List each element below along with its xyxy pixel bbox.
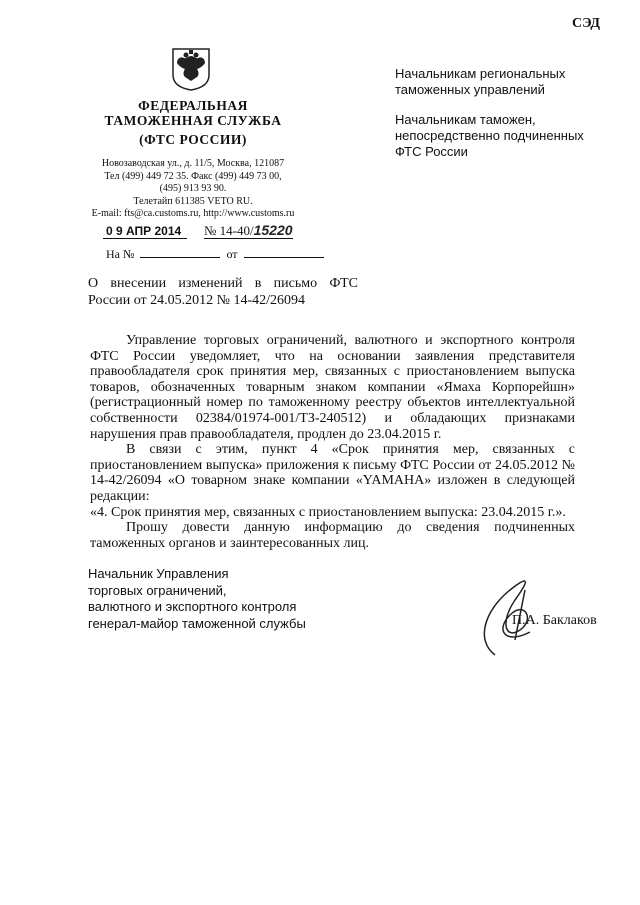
address-line: (495) 913 93 90. [159,183,227,194]
org-line: (ФТС РОССИИ) [139,132,247,147]
body-paragraph: Управление торговых ограничений, валютного и экспортного контроля ФТС России уведомляет, что на основании заявления представителя правообладателя срок принятия мер, связанных с приостановлением выпуска товаров, обозначенных товарным знаком компании «Ямаха Корпорейшн» (регистрационный номер по таможенному реестру объектов интеллектуальной собственности 02384/01974-001/ТЗ-240512) и обладающих признаками нарушения прав правообладателя, продлен до 23.04.2015 г. [90,333,575,442]
body-paragraph: В связи с этим, пункт 4 «Срок принятия мер, связанных с приостановлением выпуска» приложения к письму ФТС России от 24.05.2012 № 14-42/26094 «О товарном знаке компании «YAMAHA» изложен в следующей редакции: [90,442,575,504]
contact-address [88,158,298,221]
title-line: торговых ограничений, [88,582,227,598]
title-line: валютного и экспортного контроля [88,599,297,614]
signatory-title [88,566,306,632]
number-prefix: № 14-40/ [204,223,254,238]
title-line: генерал-майор таможенной службы [88,615,306,631]
address-line: Телетайп 611385 VETO RU. [133,195,253,207]
blank-line [140,257,220,258]
recipient-line: Начальникам таможен, [395,112,536,127]
ref-label: На № [106,247,135,261]
recipients [395,66,584,160]
letter-body [90,333,575,551]
sed-mark: СЭД [572,16,601,31]
org-line: ФЕДЕРАЛЬНАЯ [138,98,248,113]
blank-line [244,257,324,258]
recipient-group [395,66,584,98]
signatory-name: П.А. Баклаков [512,613,597,628]
handwritten-number: 15220 [253,222,293,238]
body-paragraph: «4. Срок принятия мер, связанных с приостановлением выпуска: 23.04.2015 г.». [90,504,566,520]
recipient-line: Начальникам региональных [395,66,566,81]
recipient-line: непосредственно подчиненных [395,128,584,143]
letter-subject: О внесении изменений в письмо ФТС России от 24.05.2012 № 14-42/26094 [88,276,358,308]
recipient-group [395,112,584,160]
address-line: E-mail: fts@ca.customs.ru, http://www.customs.ru [91,208,295,219]
recipient-line: ФТС России [395,144,468,159]
reference-line [106,247,330,262]
title-line: Начальник Управления [88,566,229,581]
body-paragraph: Прошу довести данную информацию до сведения подчиненных таможенных органов и заинтересованных лиц. [90,520,575,551]
document-number [204,222,293,239]
address-line: Тел (499) 449 72 35. Факс (499) 449 73 00, [104,170,282,182]
russian-coat-of-arms-emblem [170,46,212,92]
ref-from-label: от [226,247,238,261]
address-line: Новозаводская ул., д. 11/5, Москва, 121087 [101,158,285,169]
org-line: ТАМОЖЕННАЯ СЛУЖБА [104,113,282,128]
recipient-line: таможенных управлений [395,82,545,97]
document-date-stamp: 0 9 АПР 2014 [103,224,187,239]
organization-name [88,98,298,147]
